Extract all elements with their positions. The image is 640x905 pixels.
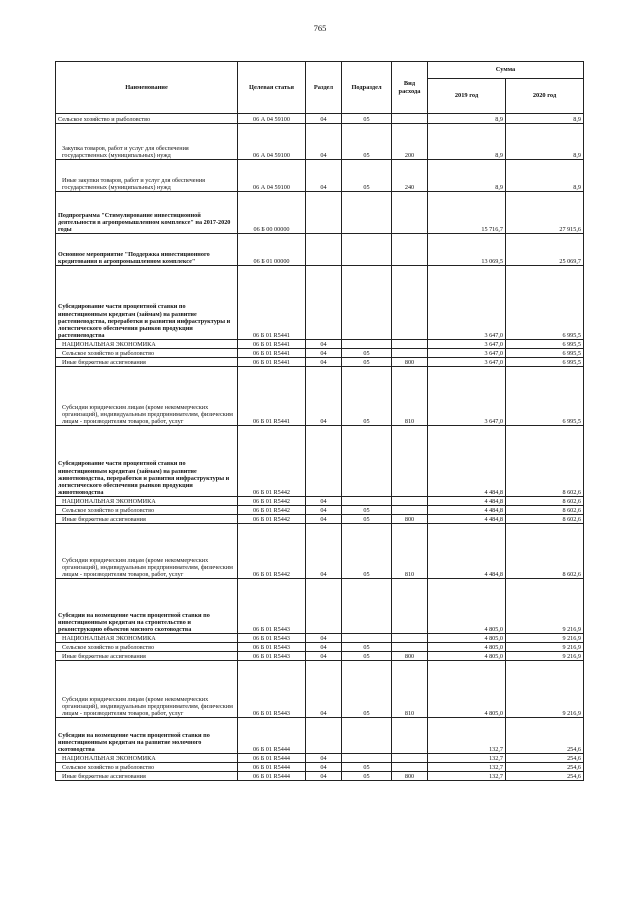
row-target-cell: 06 Б 01 R5442 [238, 426, 306, 497]
row-section-cell: 04 [306, 754, 342, 763]
row-expense-type-cell: 200 [392, 124, 428, 160]
row-subsection-cell: 05 [342, 114, 392, 124]
row-2019-cell: 4 484,8 [428, 506, 506, 515]
row-name-cell: Подпрограмма "Стимулирование инвестиционной деятельности в агропромышленном комплексе" на 2017-2020 годы [56, 192, 238, 234]
row-target-cell: 06 Б 01 R5441 [238, 358, 306, 367]
row-expense-type-cell [392, 754, 428, 763]
row-name-cell: Сельское хозяйство и рыболовство [56, 349, 238, 358]
header-section: Раздел [306, 62, 342, 114]
row-2020-cell: 8 602,6 [506, 524, 584, 579]
row-2020-cell: 8 602,6 [506, 515, 584, 524]
table-row [56, 763, 584, 772]
table-body [56, 114, 584, 781]
table-row [56, 192, 584, 234]
header-year-2020: 2020 год [506, 79, 584, 114]
row-2019-cell: 4 484,8 [428, 515, 506, 524]
table-row [56, 367, 584, 426]
row-2020-cell: 27 915,6 [506, 192, 584, 234]
row-2019-cell: 4 805,0 [428, 661, 506, 718]
row-section-cell: 04 [306, 367, 342, 426]
table-row [56, 661, 584, 718]
row-2019-cell: 8,9 [428, 114, 506, 124]
row-subsection-cell: 05 [342, 515, 392, 524]
row-target-cell: 06 Б 01 R5441 [238, 367, 306, 426]
row-expense-type-cell: 810 [392, 661, 428, 718]
row-expense-type-cell [392, 114, 428, 124]
row-target-cell: 06 Б 01 R5442 [238, 506, 306, 515]
table-row [56, 643, 584, 652]
row-2020-cell: 6 995,5 [506, 266, 584, 340]
row-name-cell: Субсидии на возмещение части процентной ставки по инвестиционным кредитам на развитие молочного скотоводства [56, 718, 238, 754]
table-row [56, 718, 584, 754]
row-section-cell: 04 [306, 160, 342, 192]
row-target-cell: 06 Б 01 R5443 [238, 661, 306, 718]
row-2019-cell: 3 647,0 [428, 266, 506, 340]
row-2020-cell: 6 995,5 [506, 349, 584, 358]
row-section-cell: 04 [306, 634, 342, 643]
row-2019-cell: 4 484,8 [428, 426, 506, 497]
row-subsection-cell: 05 [342, 652, 392, 661]
table-row [56, 160, 584, 192]
row-2019-cell: 132,7 [428, 754, 506, 763]
row-target-cell: 06 Б 01 R5444 [238, 772, 306, 781]
row-2020-cell: 254,6 [506, 718, 584, 754]
row-target-cell: 06 Б 01 R5444 [238, 763, 306, 772]
row-expense-type-cell: 810 [392, 367, 428, 426]
row-2019-cell: 15 716,7 [428, 192, 506, 234]
row-subsection-cell: 05 [342, 160, 392, 192]
row-section-cell: 04 [306, 763, 342, 772]
row-section-cell: 04 [306, 340, 342, 349]
table-row [56, 754, 584, 763]
row-expense-type-cell [392, 426, 428, 497]
row-subsection-cell [342, 754, 392, 763]
table-row [56, 497, 584, 506]
row-section-cell: 04 [306, 643, 342, 652]
row-expense-type-cell [392, 634, 428, 643]
row-2020-cell: 6 995,5 [506, 340, 584, 349]
row-2020-cell: 9 216,9 [506, 652, 584, 661]
row-target-cell: 06 Б 01 00000 [238, 234, 306, 266]
row-name-cell: Сельское хозяйство и рыболовство [56, 763, 238, 772]
row-target-cell: 06 А 04 59100 [238, 124, 306, 160]
row-target-cell: 06 Б 01 R5443 [238, 643, 306, 652]
table-row [56, 340, 584, 349]
row-section-cell [306, 192, 342, 234]
row-section-cell: 04 [306, 358, 342, 367]
row-subsection-cell [342, 718, 392, 754]
table-row [56, 506, 584, 515]
row-section-cell: 04 [306, 524, 342, 579]
row-name-cell: Иные бюджетные ассигнования [56, 515, 238, 524]
row-2019-cell: 132,7 [428, 718, 506, 754]
row-target-cell: 06 А 04 59100 [238, 114, 306, 124]
table-row [56, 124, 584, 160]
table-row [56, 579, 584, 634]
row-name-cell: Субсидии юридическим лицам (кроме некоммерческих организаций), индивидуальным предпринимателям, физическим лицам - производителям товаров, работ, услуг [56, 367, 238, 426]
row-name-cell: Субсидии юридическим лицам (кроме некоммерческих организаций), индивидуальным предпринимателям, физическим лицам - производителям товаров, работ, услуг [56, 661, 238, 718]
row-name-cell: НАЦИОНАЛЬНАЯ ЭКОНОМИКА [56, 634, 238, 643]
header-expense-type: Вид расхода [392, 62, 428, 114]
row-target-cell: 06 Б 01 R5443 [238, 652, 306, 661]
row-expense-type-cell [392, 266, 428, 340]
row-section-cell: 04 [306, 772, 342, 781]
row-expense-type-cell [392, 643, 428, 652]
row-expense-type-cell [392, 718, 428, 754]
row-subsection-cell: 05 [342, 643, 392, 652]
row-subsection-cell: 05 [342, 524, 392, 579]
row-subsection-cell [342, 579, 392, 634]
row-2020-cell: 8 602,6 [506, 497, 584, 506]
row-target-cell: 06 Б 00 00000 [238, 192, 306, 234]
row-target-cell: 06 Б 01 R5444 [238, 754, 306, 763]
row-2019-cell: 132,7 [428, 772, 506, 781]
row-expense-type-cell [392, 234, 428, 266]
row-subsection-cell: 05 [342, 506, 392, 515]
row-subsection-cell [342, 340, 392, 349]
header-target-article: Целевая статья [238, 62, 306, 114]
row-section-cell [306, 579, 342, 634]
row-2019-cell: 4 805,0 [428, 643, 506, 652]
row-2020-cell: 9 216,9 [506, 579, 584, 634]
row-subsection-cell [342, 426, 392, 497]
row-expense-type-cell: 240 [392, 160, 428, 192]
row-subsection-cell: 05 [342, 349, 392, 358]
row-expense-type-cell: 800 [392, 515, 428, 524]
row-name-cell: Субсидии юридическим лицам (кроме некоммерческих организаций), индивидуальным предпринимателям, физическим лицам - производителям товаров, работ, услуг [56, 524, 238, 579]
row-expense-type-cell [392, 497, 428, 506]
row-expense-type-cell [392, 349, 428, 358]
row-section-cell: 04 [306, 349, 342, 358]
row-expense-type-cell [392, 192, 428, 234]
row-name-cell: Иные закупки товаров, работ и услуг для обеспечения государственных (муниципальных) нужд [56, 160, 238, 192]
row-2019-cell: 132,7 [428, 763, 506, 772]
row-subsection-cell: 05 [342, 124, 392, 160]
row-section-cell [306, 266, 342, 340]
row-2019-cell: 13 069,5 [428, 234, 506, 266]
table-row [56, 114, 584, 124]
row-name-cell: Иные бюджетные ассигнования [56, 358, 238, 367]
row-subsection-cell [342, 266, 392, 340]
header-sum: Сумма [428, 62, 584, 79]
table-row [56, 652, 584, 661]
row-name-cell: Иные бюджетные ассигнования [56, 652, 238, 661]
row-2020-cell: 25 069,7 [506, 234, 584, 266]
row-2019-cell: 3 647,0 [428, 349, 506, 358]
row-expense-type-cell: 800 [392, 652, 428, 661]
row-section-cell: 04 [306, 515, 342, 524]
row-section-cell: 04 [306, 497, 342, 506]
row-name-cell: Основное мероприятие "Поддержка инвестиционного кредитования в агропромышленном комплексе" [56, 234, 238, 266]
row-subsection-cell [342, 192, 392, 234]
row-2020-cell: 6 995,5 [506, 358, 584, 367]
row-target-cell: 06 Б 01 R5444 [238, 718, 306, 754]
row-expense-type-cell [392, 579, 428, 634]
budget-table [55, 61, 584, 781]
row-2020-cell: 9 216,9 [506, 643, 584, 652]
row-target-cell: 06 Б 01 R5442 [238, 515, 306, 524]
row-2020-cell: 254,6 [506, 772, 584, 781]
row-target-cell: 06 А 04 59100 [238, 160, 306, 192]
row-2020-cell: 9 216,9 [506, 661, 584, 718]
row-2020-cell: 8 602,6 [506, 506, 584, 515]
row-target-cell: 06 Б 01 R5441 [238, 340, 306, 349]
row-name-cell: Закупка товаров, работ и услуг для обеспечения государственных (муниципальных) нужд [56, 124, 238, 160]
header-subsection: Подраздел [342, 62, 392, 114]
row-section-cell: 04 [306, 114, 342, 124]
row-2019-cell: 4 805,0 [428, 579, 506, 634]
table-row [56, 234, 584, 266]
table-row [56, 426, 584, 497]
row-target-cell: 06 Б 01 R5443 [238, 634, 306, 643]
table-row [56, 515, 584, 524]
row-2019-cell: 4 805,0 [428, 634, 506, 643]
row-section-cell: 04 [306, 652, 342, 661]
row-subsection-cell: 05 [342, 661, 392, 718]
row-expense-type-cell: 810 [392, 524, 428, 579]
row-expense-type-cell [392, 506, 428, 515]
row-expense-type-cell: 800 [392, 358, 428, 367]
row-2020-cell: 254,6 [506, 754, 584, 763]
row-name-cell: Субсидии на возмещение части процентной ставки по инвестиционным кредитам на строительство и реконструкцию объектов мясного скотоводства [56, 579, 238, 634]
table-row [56, 524, 584, 579]
row-name-cell: Сельское хозяйство и рыболовство [56, 643, 238, 652]
row-subsection-cell: 05 [342, 772, 392, 781]
row-2020-cell: 8,9 [506, 124, 584, 160]
row-2020-cell: 9 216,9 [506, 634, 584, 643]
row-2020-cell: 254,6 [506, 763, 584, 772]
table-row [56, 266, 584, 340]
row-expense-type-cell: 800 [392, 772, 428, 781]
row-section-cell [306, 718, 342, 754]
row-target-cell: 06 Б 01 R5441 [238, 349, 306, 358]
header-name: Наименование [56, 62, 238, 114]
row-2019-cell: 4 484,8 [428, 497, 506, 506]
row-2019-cell: 3 647,0 [428, 358, 506, 367]
row-name-cell: Сельское хозяйство и рыболовство [56, 506, 238, 515]
row-subsection-cell: 05 [342, 358, 392, 367]
table-row [56, 349, 584, 358]
row-subsection-cell: 05 [342, 763, 392, 772]
row-section-cell: 04 [306, 124, 342, 160]
header-year-2019: 2019 год [428, 79, 506, 114]
row-2019-cell: 8,9 [428, 160, 506, 192]
row-section-cell [306, 234, 342, 266]
row-2019-cell: 4 484,8 [428, 524, 506, 579]
row-section-cell: 04 [306, 661, 342, 718]
table-row [56, 772, 584, 781]
row-section-cell [306, 426, 342, 497]
row-2019-cell: 4 805,0 [428, 652, 506, 661]
row-name-cell: Иные бюджетные ассигнования [56, 772, 238, 781]
row-target-cell: 06 Б 01 R5442 [238, 497, 306, 506]
row-section-cell: 04 [306, 506, 342, 515]
row-name-cell: Сельское хозяйство и рыболовство [56, 114, 238, 124]
row-2019-cell: 3 647,0 [428, 367, 506, 426]
row-2019-cell: 3 647,0 [428, 340, 506, 349]
row-2020-cell: 8,9 [506, 160, 584, 192]
table-row [56, 358, 584, 367]
row-subsection-cell [342, 234, 392, 266]
row-name-cell: Субсидирование части процентной ставки по инвестиционным кредитам (займам) на развитие животноводства, переработки и развития инфраструктуры и логистического обеспечения рынков продукции животноводства [56, 426, 238, 497]
row-name-cell: НАЦИОНАЛЬНАЯ ЭКОНОМИКА [56, 340, 238, 349]
row-subsection-cell [342, 497, 392, 506]
row-2020-cell: 8 602,6 [506, 426, 584, 497]
row-2020-cell: 6 995,5 [506, 367, 584, 426]
table-row [56, 634, 584, 643]
row-subsection-cell: 05 [342, 367, 392, 426]
row-name-cell: Субсидирование части процентной ставки по инвестиционным кредитам (займам) на развитие растениеводства, переработки и развития инфраструктуры и логистического обеспечения рынков продукции растениеводства [56, 266, 238, 340]
page-number: 765 [313, 23, 327, 33]
row-2020-cell: 8,9 [506, 114, 584, 124]
row-subsection-cell [342, 634, 392, 643]
row-2019-cell: 8,9 [428, 124, 506, 160]
row-expense-type-cell [392, 340, 428, 349]
row-target-cell: 06 Б 01 R5441 [238, 266, 306, 340]
row-name-cell: НАЦИОНАЛЬНАЯ ЭКОНОМИКА [56, 497, 238, 506]
row-target-cell: 06 Б 01 R5443 [238, 579, 306, 634]
row-target-cell: 06 Б 01 R5442 [238, 524, 306, 579]
row-expense-type-cell [392, 763, 428, 772]
row-name-cell: НАЦИОНАЛЬНАЯ ЭКОНОМИКА [56, 754, 238, 763]
